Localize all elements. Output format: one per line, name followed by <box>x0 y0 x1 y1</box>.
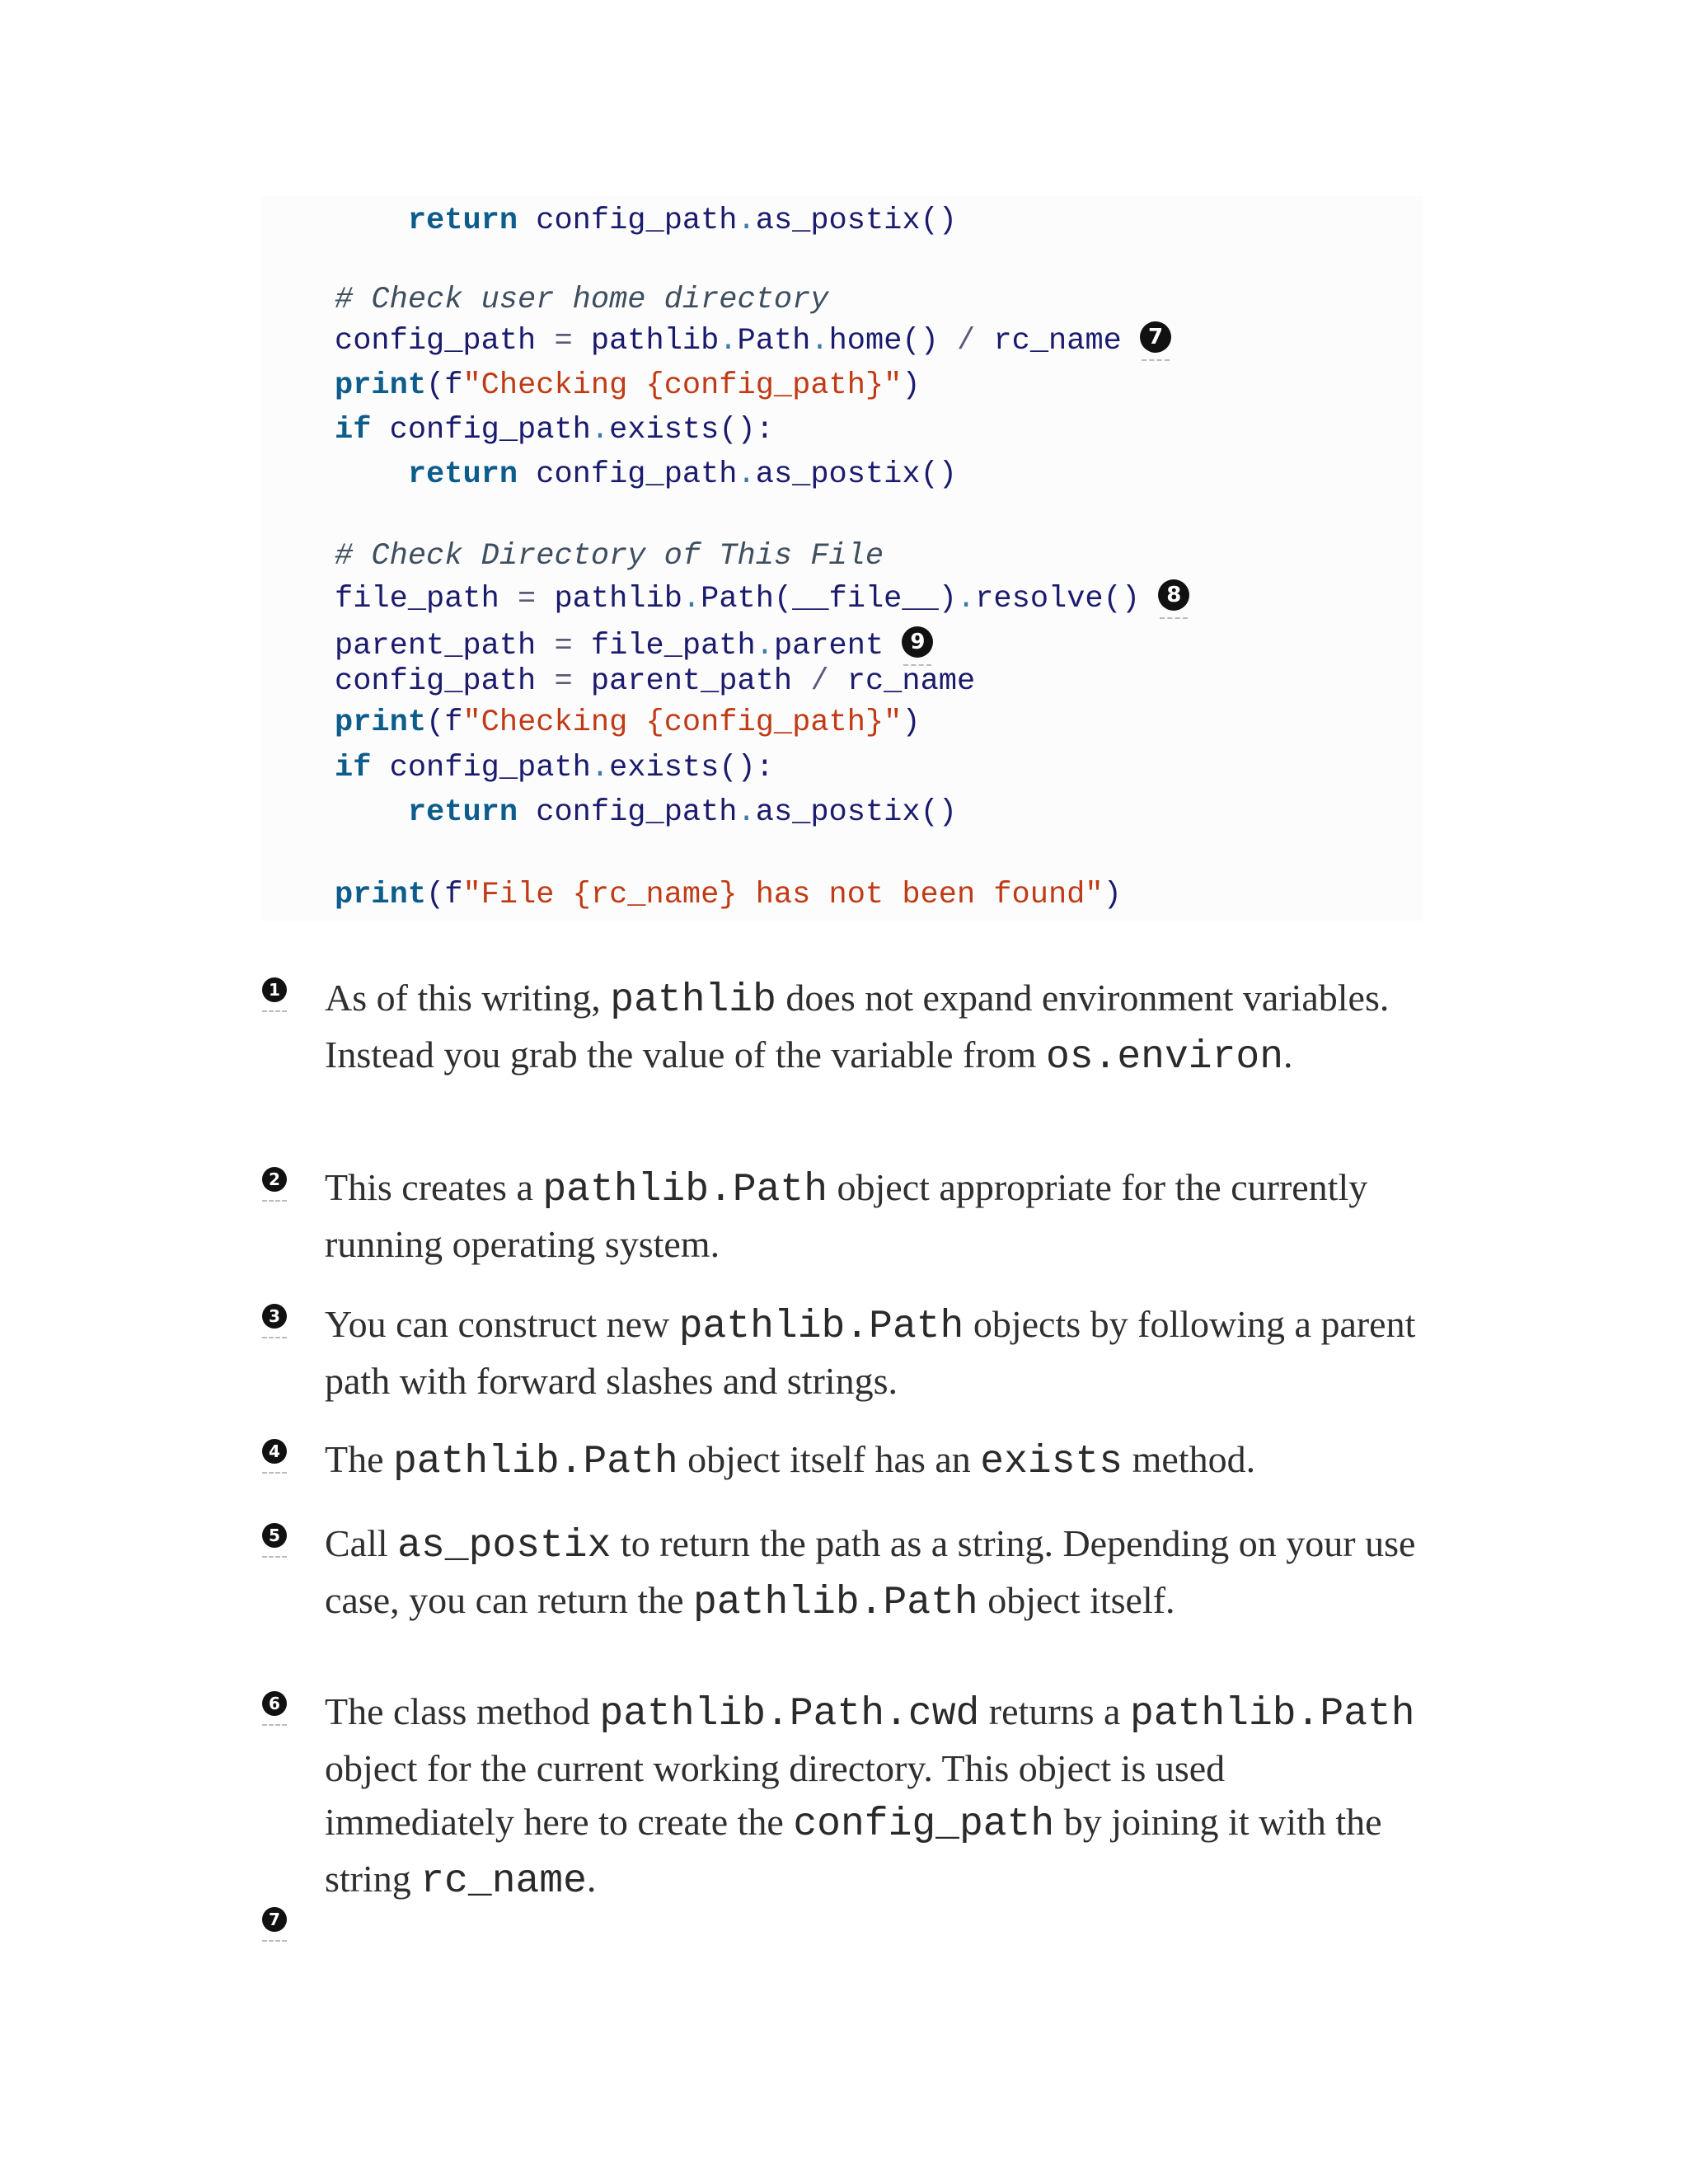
code-token: . <box>737 457 756 492</box>
code-token: = <box>518 582 537 616</box>
code-line <box>335 705 921 741</box>
code-token: return <box>407 204 518 238</box>
note-text-run: . <box>586 1858 597 1900</box>
code-token: parent <box>773 629 884 663</box>
code-token <box>335 204 408 238</box>
callout-marker[interactable]: 9 <box>902 626 933 658</box>
inline-code: rc_name <box>420 1859 587 1904</box>
code-token: return <box>407 795 518 830</box>
code-line <box>335 750 774 786</box>
code-token <box>335 457 408 492</box>
code-token: (f <box>426 705 463 740</box>
code-token: . <box>755 629 774 663</box>
code-token: . <box>590 751 610 785</box>
note-text-run: This creates a <box>325 1166 543 1208</box>
code-token: config_path <box>335 664 555 699</box>
code-token: (f <box>426 878 463 912</box>
callout-note-text <box>325 971 1421 1085</box>
note-text-run: to return the path as a string. Depending on your use case, you can return the <box>325 1522 1416 1621</box>
code-token: . <box>810 324 829 359</box>
code-token: file_path <box>335 582 518 616</box>
code-token: ) <box>1103 878 1122 912</box>
code-token: = <box>554 629 573 663</box>
callout-marker[interactable]: 8 <box>1158 579 1189 611</box>
code-token: pathlib <box>536 582 682 616</box>
callout-note-marker[interactable]: 2 <box>262 1167 287 1192</box>
code-token: config_path <box>518 457 738 492</box>
code-token: config_path <box>335 324 555 359</box>
code-token: config_path <box>518 204 738 238</box>
note-text-run: The class method <box>325 1690 600 1732</box>
callout-note-text <box>325 1432 1421 1489</box>
note-text-run: object itself has an <box>678 1438 981 1480</box>
code-token: "Checking {config_path}" <box>462 368 903 403</box>
code-token: return <box>407 457 518 492</box>
code-block <box>262 196 1423 921</box>
code-token: ) <box>902 368 921 403</box>
code-token: # Check Directory of This File <box>335 539 884 574</box>
note-text-run: You can construct new <box>325 1303 679 1345</box>
inline-code: pathlib <box>610 978 776 1023</box>
callout-note-marker[interactable]: 7 <box>262 1907 287 1932</box>
code-token: if <box>335 751 372 785</box>
note-text-run: object for the current working directory. This object is used immediately here to create the <box>325 1747 1226 1843</box>
code-line <box>335 457 957 493</box>
callout-note-marker[interactable]: 3 <box>262 1304 287 1329</box>
note-text-run: returns a <box>979 1690 1130 1732</box>
note-text-run: As of this writing, <box>325 977 611 1019</box>
code-line <box>335 203 957 239</box>
code-token: ) <box>902 705 921 740</box>
code-token: . <box>719 324 738 359</box>
code-line <box>335 579 1189 617</box>
note-text-run: . <box>1283 1033 1293 1076</box>
callout-note-marker[interactable]: 6 <box>262 1691 287 1716</box>
code-token: Path(__file__) <box>701 582 957 616</box>
note-text-run: objects by following a parent path with forward slashes and strings. <box>325 1303 1416 1402</box>
note-text-run: object appropriate for the currently running operating system. <box>325 1166 1368 1265</box>
code-token: . <box>956 582 976 616</box>
code-token: print <box>335 705 427 740</box>
inline-code: os.environ <box>1045 1035 1283 1080</box>
code-token: . <box>682 582 701 616</box>
inline-code: pathlib.Path <box>678 1305 964 1349</box>
inline-code: pathlib.Path <box>542 1168 828 1212</box>
code-token: rc_name <box>828 664 976 699</box>
code-token: . <box>590 413 610 448</box>
callout-note-marker[interactable]: 4 <box>262 1439 287 1464</box>
code-token: "File {rc_name} has not been found" <box>462 878 1104 912</box>
code-token: = <box>554 324 573 359</box>
code-token: = <box>554 664 573 699</box>
code-token: exists(): <box>609 413 774 448</box>
note-text-run: by joining it with the string <box>325 1801 1382 1900</box>
code-token: / <box>957 324 976 359</box>
callout-note-text <box>325 1516 1421 1630</box>
code-token: Path <box>737 324 811 359</box>
code-line <box>335 626 933 664</box>
code-token: rc_name <box>975 324 1122 359</box>
code-token: / <box>810 664 829 699</box>
callout-note-marker[interactable]: 5 <box>262 1523 287 1548</box>
code-token: parent_path <box>572 664 811 699</box>
code-token: pathlib <box>572 324 720 359</box>
code-token: (f <box>426 368 463 403</box>
code-token: file_path <box>572 629 756 663</box>
note-text-run: The <box>325 1438 394 1480</box>
inline-code: as_postix <box>397 1524 612 1568</box>
callout-note-text <box>325 1160 1421 1271</box>
note-text-run: object itself. <box>978 1579 1175 1621</box>
code-line <box>335 663 975 700</box>
callout-marker[interactable]: 7 <box>1140 321 1171 353</box>
note-text-run: method. <box>1123 1438 1256 1480</box>
code-line <box>335 282 829 318</box>
code-token: # Check user home directory <box>335 283 829 317</box>
code-token: as_postix() <box>755 457 957 492</box>
code-line <box>335 877 1122 913</box>
note-text-run: does not expand environment variables. Instead you grab the value of the variable from <box>325 977 1390 1076</box>
code-token: parent_path <box>335 629 555 663</box>
callout-note-marker[interactable]: 1 <box>262 977 287 1002</box>
code-line <box>335 538 884 574</box>
code-line <box>335 794 957 831</box>
inline-code: pathlib.Path <box>393 1440 678 1484</box>
inline-code: pathlib.Path.cwd <box>599 1692 980 1736</box>
code-token: . <box>737 795 756 830</box>
code-token: exists(): <box>609 751 774 785</box>
code-token: config_path <box>371 413 591 448</box>
inline-code: pathlib.Path <box>1129 1692 1415 1736</box>
code-token: config_path <box>518 795 738 830</box>
code-token: home() <box>828 324 958 359</box>
code-line <box>335 368 921 404</box>
code-token <box>335 795 408 830</box>
inline-code: config_path <box>793 1802 1055 1847</box>
code-line <box>335 412 774 448</box>
code-token: print <box>335 878 427 912</box>
callout-note-text <box>325 1297 1421 1408</box>
code-token: config_path <box>371 751 591 785</box>
code-token: print <box>335 368 427 403</box>
note-text-run: Call <box>325 1522 398 1564</box>
code-token: resolve() <box>975 582 1141 616</box>
inline-code: exists <box>980 1440 1123 1484</box>
callout-note-text <box>325 1685 1421 1909</box>
code-line <box>335 321 1171 359</box>
code-token: "Checking {config_path}" <box>462 705 903 740</box>
inline-code: pathlib.Path <box>693 1581 978 1625</box>
code-token: . <box>737 204 756 238</box>
code-token: as_postix() <box>755 795 957 830</box>
code-token: if <box>335 413 372 448</box>
code-token: as_postix() <box>755 204 957 238</box>
